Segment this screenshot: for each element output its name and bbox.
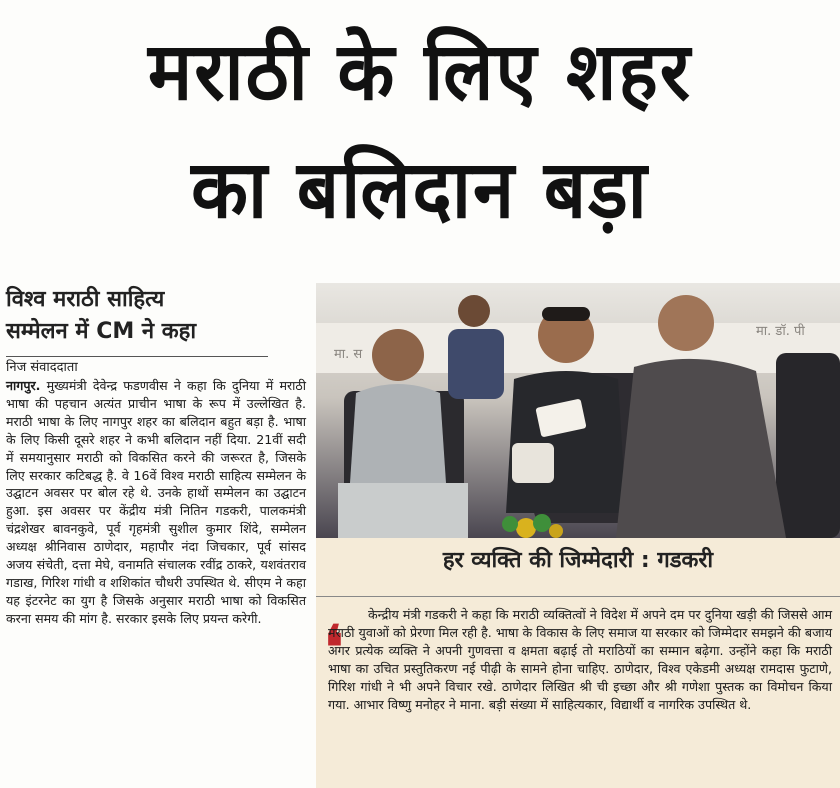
quote-mark-icon: ❛: [324, 613, 344, 683]
subheadline-divider: [6, 356, 268, 357]
subheadline-line-2: सम्मेलन में CM ने कहा: [6, 319, 197, 344]
subheadline-line-1: विश्व मराठी साहित्य: [6, 287, 165, 312]
sidebar-box-divider: [316, 596, 840, 597]
banner-text-left: मा. स: [334, 347, 363, 362]
headline-line-1: मराठी के लिए शहर: [147, 25, 693, 119]
sidebar-box-body: केन्द्रीय मंत्री गडकरी ने कहा कि मराठी व्यक्तित्वों ने विदेश में अपने दम पर दुनिया खड़ी की जिससे आम मराठी युवाओं को प्रेरणा मिल रही है. भाषा के विकास के लिए समाज या सरकार को जिम्मेदार समझने की बजाय अगर प्रत्येक व्यक्ति ने अपनी गुणवत्ता व क्षमता बढ़ाई तो मराठियों का सम्मान बढ़ेगा. उन्होंने कहा कि मराठी भाषा का उचित प्रस्तुतिकरण नई पीढ़ी के सामने होना चाहिए. ठाणेदार, विश्व एकेडमी अध्यक्ष रामदास फुटाणे, गिरिश गांधी ने भी अपने विचार रखे. ठाणेदार लिखित श्री ची इच्छा और श्री गणेशा पुस्तक का विमोचन किया गया. आभार विष्णु मनोहर ने माना. बड़ी संख्या में साहित्यकार, विद्यार्थी व नागरिक उपस्थित थे.: [328, 607, 832, 713]
headline-line-2: का बलिदान बड़ा: [191, 143, 649, 237]
event-photo-illustration: [316, 283, 840, 538]
event-photo: [316, 283, 840, 538]
left-article-body: [6, 377, 306, 628]
banner-text-right: मा. डॉ. पी: [756, 324, 805, 339]
byline: निज संवाददाता: [6, 360, 78, 375]
subheadline: [6, 284, 268, 348]
sidebar-box-title: हर व्यक्ति की जिम्मेदारी : गडकरी: [442, 548, 714, 573]
left-article-text: मुख्यमंत्री देवेन्द्र फडणवीस ने कहा कि दुनिया में मराठी भाषा की पहचान अत्यंत प्राचीन भाषा के रूप में उल्लेखित है. मराठी भाषा के लिए नागपुर शहर का बलिदान बहुत बड़ा है. भाषा के लिए किसी दूसरे शहर ने कभी बलिदान नहीं दिया. 21वीं सदी में समयानुसार मराठी को विकसित करने की जरूरत है, जिसके लिए सरकार कटिबद्ध है. वे 16वें विश्व मराठी साहित्य सम्मेलन के उद्घाटन अवसर पर बोल रहे थे. उनके हाथों सम्मेलन का उद्घाटन हुआ. इस अवसर पर केंद्रीय मंत्री नितिन गडकरी, पालकमंत्री चंद्रशेखर बावनकुवे, पूर्व गृहमंत्री सुशील कुमार शिंदे, सम्मेलन अध्यक्ष श्रीनिवास ठाणेदार, महापौर नंदा जिचकार, पूर्व सांसद अजय संचेती, दत्ता मेघे, वनामति संचालक रवींद्र ठाकरे, यशवंतराव गडाख, गिरिश गांधी व शशिकांत चौधरी उपस्थित थे. सीएम ने कहा यह इंटरनेट का युग है जिसके अनुसार मराठी भाषा को विकसित करना समय की मांग है. सरकार इसके लिए प्रयन्त करेगी.: [6, 378, 306, 626]
dateline: नागपुर.: [6, 378, 41, 393]
